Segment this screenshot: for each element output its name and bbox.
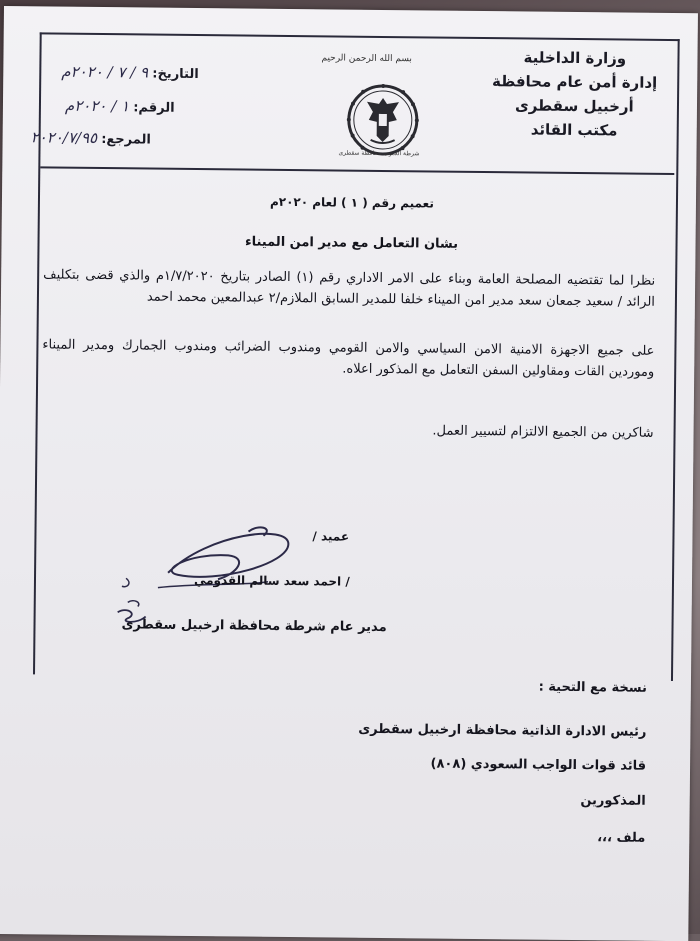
reference-value: ٢٠٢٠/٧/٩٥ bbox=[30, 128, 98, 147]
signatory-name: / احمد سعد سالم القدومي bbox=[193, 573, 350, 589]
copies-heading: نسخة مع التحية : bbox=[538, 679, 647, 696]
closing-line: شاكرين من الجميع الالتزام لتسيير العمل. bbox=[432, 423, 654, 441]
department-line2: أرخبيل سقطرى bbox=[514, 96, 634, 116]
ministry-name: وزارة الداخلية bbox=[523, 48, 627, 68]
body-paragraph-1: نظرا لما تقتضيه المصلحة العامة وبناء على الامر الاداري رقم (١) الصادر بتاريخ ١/٧/٢٠٢٠م والذي قضى بتكليف الرائد / سعيد جمعان سعد مدير امن الميناء خلفا للمدير السابق الملازم/٢ عبدالمعين محمد احمد bbox=[43, 267, 656, 310]
document-page bbox=[0, 6, 698, 941]
number-value: ١ / ٢٠٢٠م bbox=[64, 96, 130, 116]
copy-recipient-2: قائد قوات الواجب السعودي (٨٠٨) bbox=[430, 756, 647, 774]
signatory-title: مدير عام شرطة محافظة ارخبيل سقطرى bbox=[121, 617, 387, 636]
number-label: الرقم: bbox=[133, 100, 175, 116]
signatory-rank: عميد / bbox=[312, 529, 350, 544]
basmala: بسم الله الرحمن الرحيم bbox=[321, 53, 412, 65]
circular-title: تعميم رقم ( ١ ) لعام ٢٠٢٠م bbox=[269, 194, 434, 211]
body-paragraph-2: على جميع الاجهزة الامنية الامن السياسي والامن القومي ومندوب الضرائب ومندوب الجمارك ومدير الميناء وموردين القات ومقاولين السفن التعامل مع المذكور اعلاه. bbox=[42, 337, 655, 380]
date-label: التاريخ: bbox=[152, 66, 199, 83]
copy-recipient-3: المذكورين bbox=[580, 793, 646, 809]
department-line1: إدارة أمن عام محافظة bbox=[491, 72, 658, 92]
reference-field bbox=[31, 128, 151, 147]
copy-recipient-1: رئيس الادارة الذاتية محافظة ارخبيل سقطرى bbox=[358, 721, 647, 740]
emblem-caption: شرطة الجنوب محافظة سقطرى bbox=[338, 149, 420, 158]
number-field bbox=[65, 97, 175, 116]
copy-recipient-4: ملف ،،، bbox=[597, 830, 646, 846]
date-field bbox=[61, 63, 199, 82]
circular-subject: بشان التعامل مع مدير امن الميناء bbox=[244, 234, 459, 252]
date-value: ٩ / ٧ / ٢٠٢٠م bbox=[61, 62, 149, 82]
reference-label: المرجع: bbox=[101, 132, 151, 148]
issuer-block bbox=[491, 45, 657, 143]
office-name: مكتب القائد bbox=[530, 120, 618, 140]
